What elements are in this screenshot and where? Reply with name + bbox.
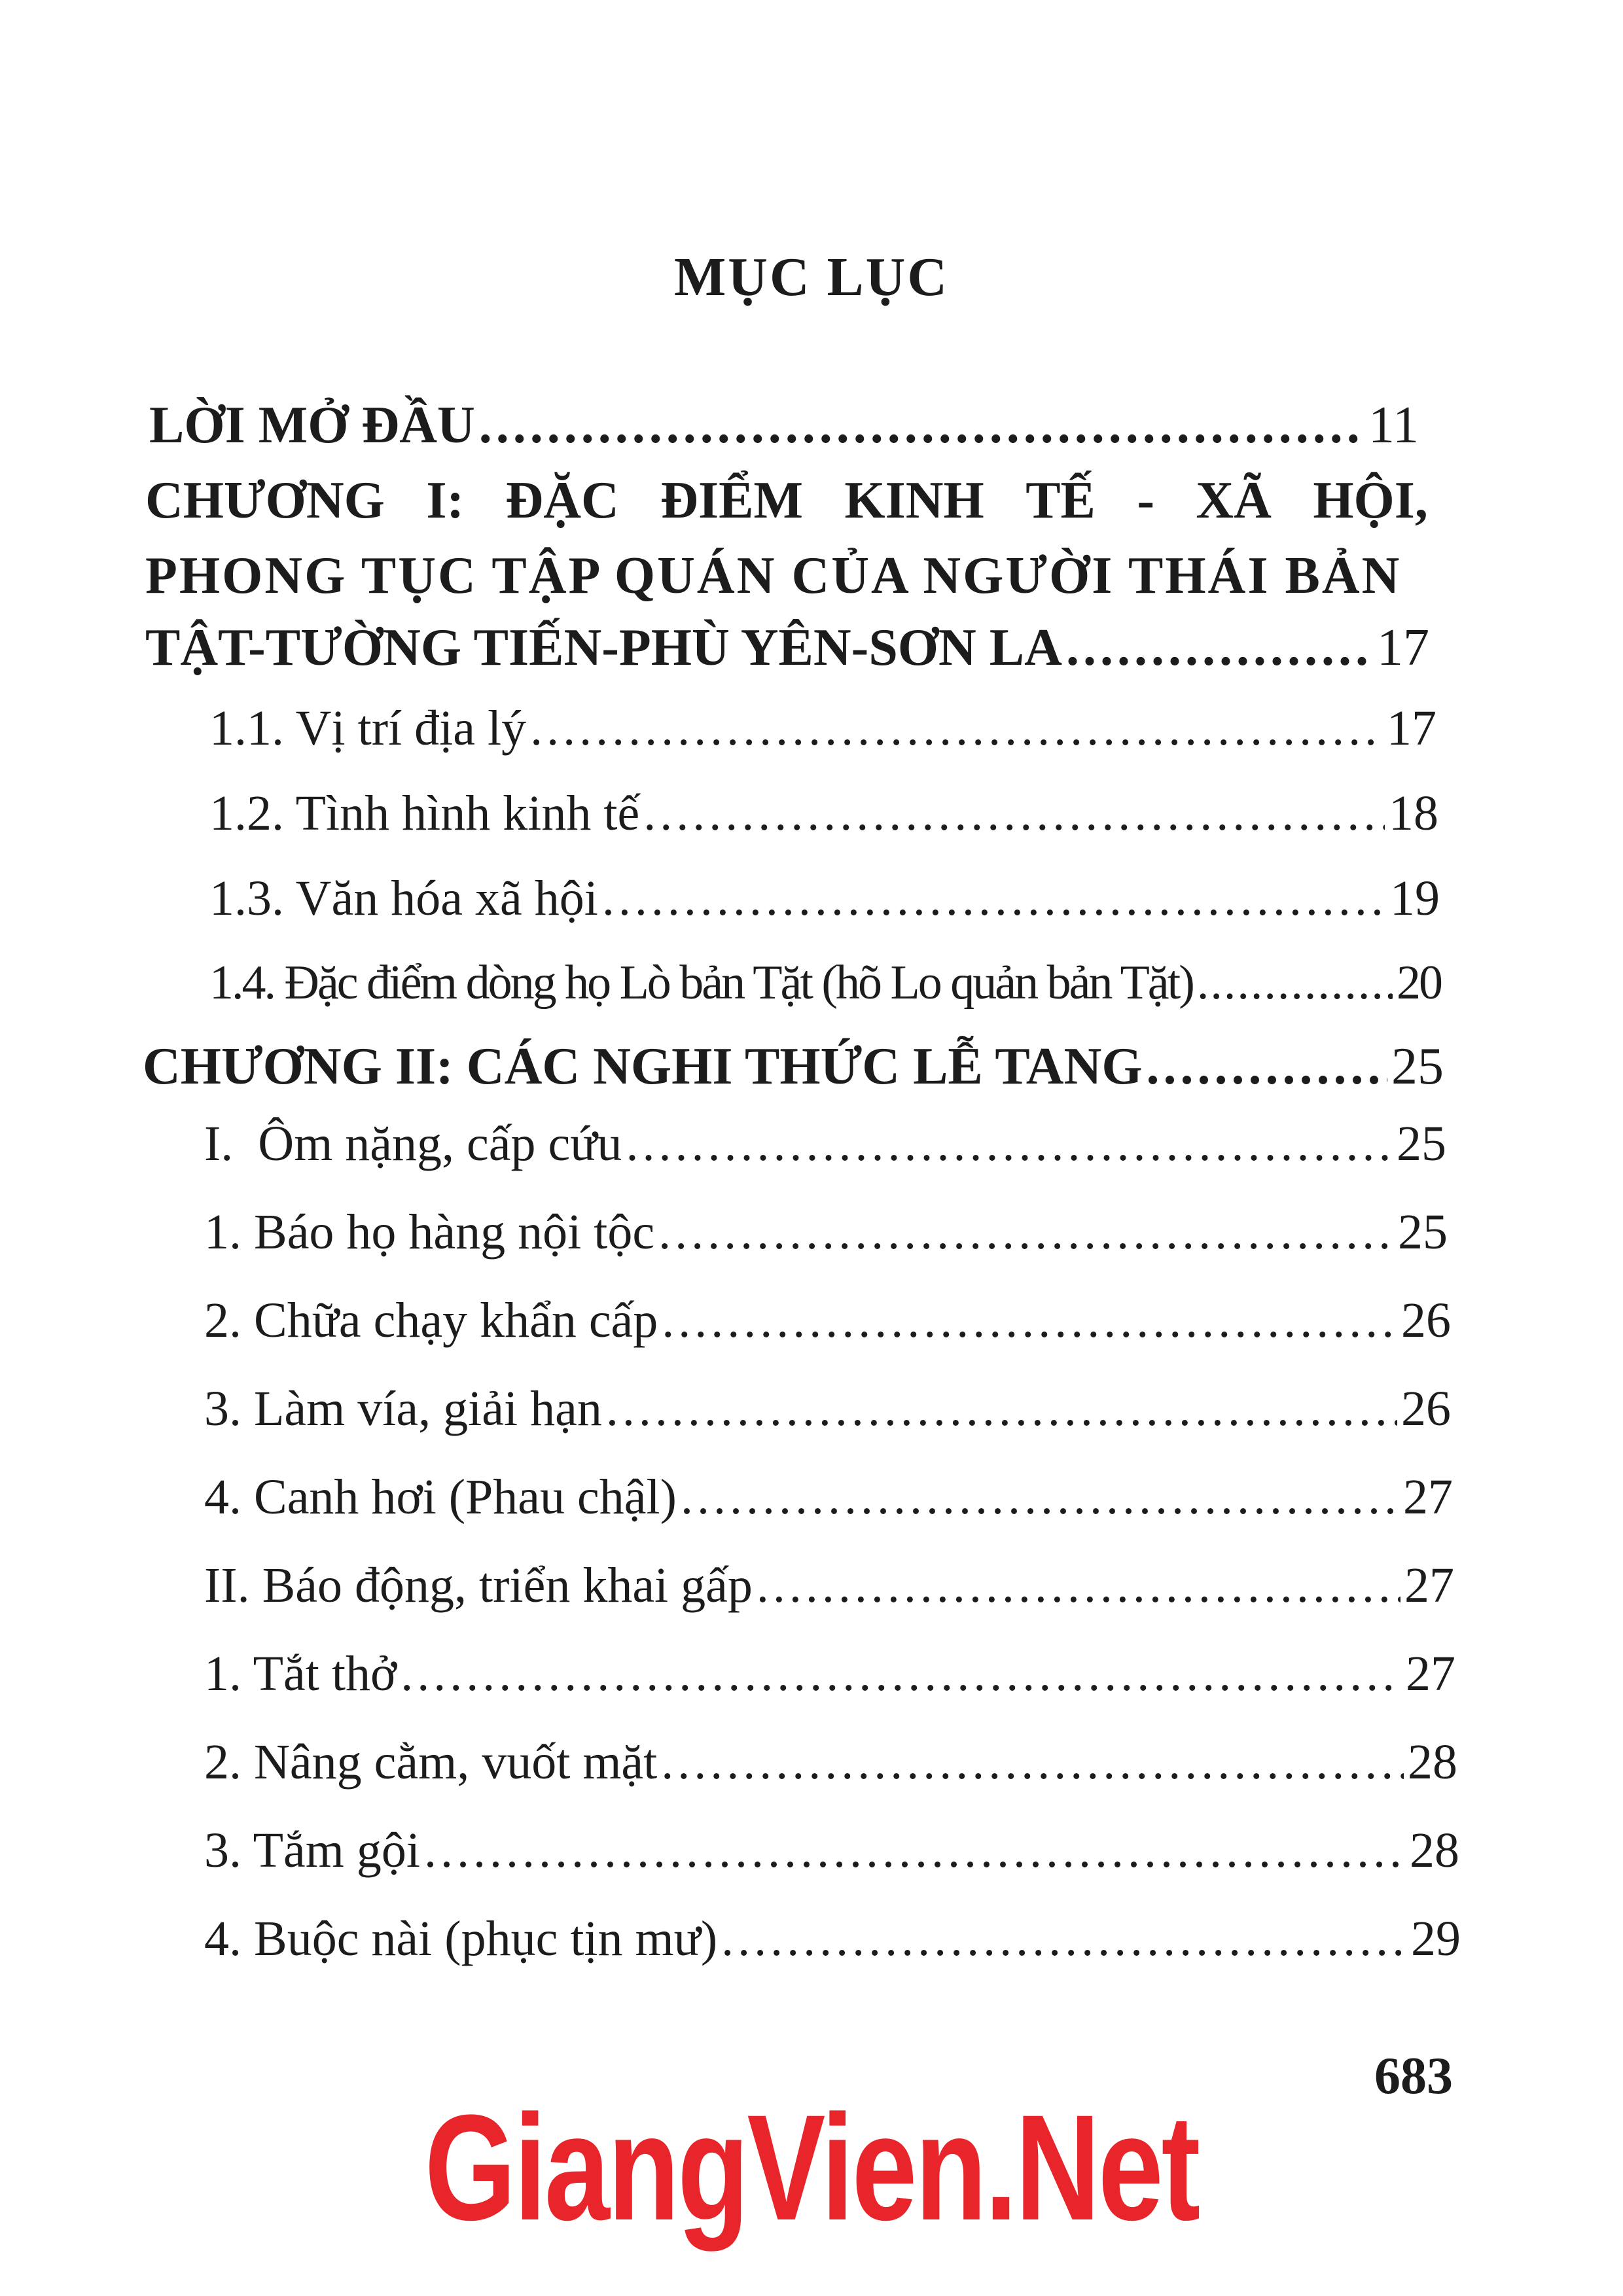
toc-entry-page: 25	[1391, 1038, 1444, 1095]
toc-entry[interactable]	[204, 1470, 1453, 1525]
toc-entry-chapter2[interactable]	[143, 1040, 1444, 1093]
leader-dots	[602, 874, 1386, 923]
toc-entry-label: LỜI MỞ ĐẦU	[149, 397, 475, 454]
chapter1-word: I:	[426, 472, 465, 529]
toc-entry-label: 1.2. Tình hình kinh tế	[209, 786, 640, 841]
toc-entry[interactable]	[204, 1911, 1461, 1966]
toc-entry-page: 28	[1408, 1735, 1457, 1790]
chapter1-line2[interactable]: PHONG TỤC TẬP QUÁN CỦA NGƯỜI THÁI BẢN	[145, 547, 1402, 605]
leader-dots	[1147, 1040, 1387, 1093]
toc-entry[interactable]	[209, 701, 1436, 756]
toc-entry-page: 17	[1387, 701, 1436, 756]
toc-entry-page: 25	[1398, 1205, 1448, 1260]
toc-entry-label: 1.4. Đặc điểm dòng họ Lò bản Tặt (hõ Lo quản bản Tặt)	[209, 956, 1193, 1010]
toc-entry-page: 29	[1411, 1911, 1461, 1966]
toc-entry[interactable]	[204, 1646, 1455, 1701]
toc-entry-label: 1. Tắt thở	[204, 1646, 397, 1701]
leader-dots	[757, 1561, 1400, 1610]
chapter1-word: CHƯƠNG	[145, 472, 385, 529]
leader-dots	[626, 1119, 1393, 1169]
toc-entry-label: I. Ôm nặng, cấp cứu	[204, 1116, 622, 1171]
leader-dots	[1066, 622, 1373, 674]
toc-entry-page: 27	[1403, 1470, 1453, 1525]
toc-entry[interactable]	[204, 1381, 1451, 1436]
toc-entry-page: 25	[1397, 1116, 1446, 1171]
toc-entry-label: 3. Làm vía, giải hạn	[204, 1381, 602, 1436]
toc-entry[interactable]	[204, 1735, 1457, 1790]
toc-entry-page: 18	[1389, 786, 1438, 841]
chapter1-word: TẾ	[1026, 472, 1096, 529]
toc-entry-page: 19	[1390, 871, 1440, 926]
leader-dots	[681, 1472, 1399, 1522]
watermark-logo: GiangVien.Net	[424, 2083, 1199, 2252]
toc-entry-page: 27	[1406, 1646, 1455, 1701]
toc-entry-label: 3. Tắm gội	[204, 1823, 421, 1878]
toc-entry[interactable]	[204, 1558, 1454, 1613]
leader-dots	[530, 703, 1383, 753]
leader-dots	[1197, 959, 1393, 1007]
chapter1-word: HỘI,	[1313, 472, 1428, 529]
chapter1-word: ĐẶC	[505, 472, 619, 529]
toc-heading: MỤC LỤC	[674, 247, 949, 308]
leader-dots	[606, 1384, 1397, 1434]
toc-entry-label: II. Báo động, triển khai gấp	[204, 1558, 753, 1613]
toc-entry[interactable]	[204, 1116, 1446, 1171]
toc-entry-label: 1.3. Văn hóa xã hội	[209, 871, 598, 926]
chapter1-word: XÃ	[1196, 472, 1272, 529]
toc-entry-label: 4. Canh hơi (Phau chậl)	[204, 1470, 677, 1525]
toc-entry-label: 4. Buộc nài (phục tịn mư)	[204, 1911, 718, 1966]
leader-dots	[424, 1826, 1406, 1875]
chapter1-line1[interactable]	[145, 474, 1428, 527]
toc-entry[interactable]	[209, 871, 1440, 926]
toc-entry-label: 1. Báo họ hàng nội tộc	[204, 1205, 655, 1260]
toc-entry-page: 17	[1377, 619, 1429, 677]
toc-entry-page: 20	[1397, 956, 1441, 1010]
leader-dots	[401, 1649, 1402, 1699]
page-number: 683	[1374, 2047, 1453, 2105]
toc-entry-label: CHƯƠNG II: CÁC NGHI THỨC LỄ TANG	[143, 1038, 1143, 1095]
leader-dots	[662, 1296, 1397, 1345]
leader-dots	[658, 1207, 1394, 1257]
chapter1-word: ĐIỂM	[660, 472, 804, 529]
toc-entry-page: 27	[1404, 1558, 1454, 1613]
toc-entry-intro[interactable]	[149, 397, 1419, 454]
toc-entry[interactable]	[209, 786, 1438, 841]
toc-entry[interactable]	[204, 1205, 1448, 1260]
chapter1-word: -	[1137, 472, 1154, 529]
toc-entry-label: 2. Nâng cằm, vuốt mặt	[204, 1735, 658, 1790]
toc-entry-label: 1.1. Vị trí địa lý	[209, 701, 527, 756]
toc-entry[interactable]	[209, 956, 1441, 1010]
chapter1-word: KINH	[844, 472, 984, 529]
leader-dots	[479, 399, 1364, 451]
toc-entry-page: 11	[1368, 397, 1419, 454]
toc-entry-page: 26	[1401, 1293, 1451, 1348]
toc-entry-page: 26	[1401, 1381, 1451, 1436]
toc-entry-label: TẬT-TƯỜNG TIẾN-PHÙ YÊN-SƠN LA	[145, 619, 1062, 677]
toc-entry-chapter1[interactable]	[145, 619, 1429, 677]
leader-dots	[661, 1737, 1404, 1787]
toc-entry-page: 28	[1410, 1823, 1459, 1878]
toc-entry-label: 2. Chữa chạy khẩn cấp	[204, 1293, 658, 1348]
leader-dots	[721, 1914, 1407, 1964]
leader-dots	[643, 788, 1385, 838]
toc-entry[interactable]	[204, 1823, 1459, 1878]
toc-entry[interactable]	[204, 1293, 1451, 1348]
